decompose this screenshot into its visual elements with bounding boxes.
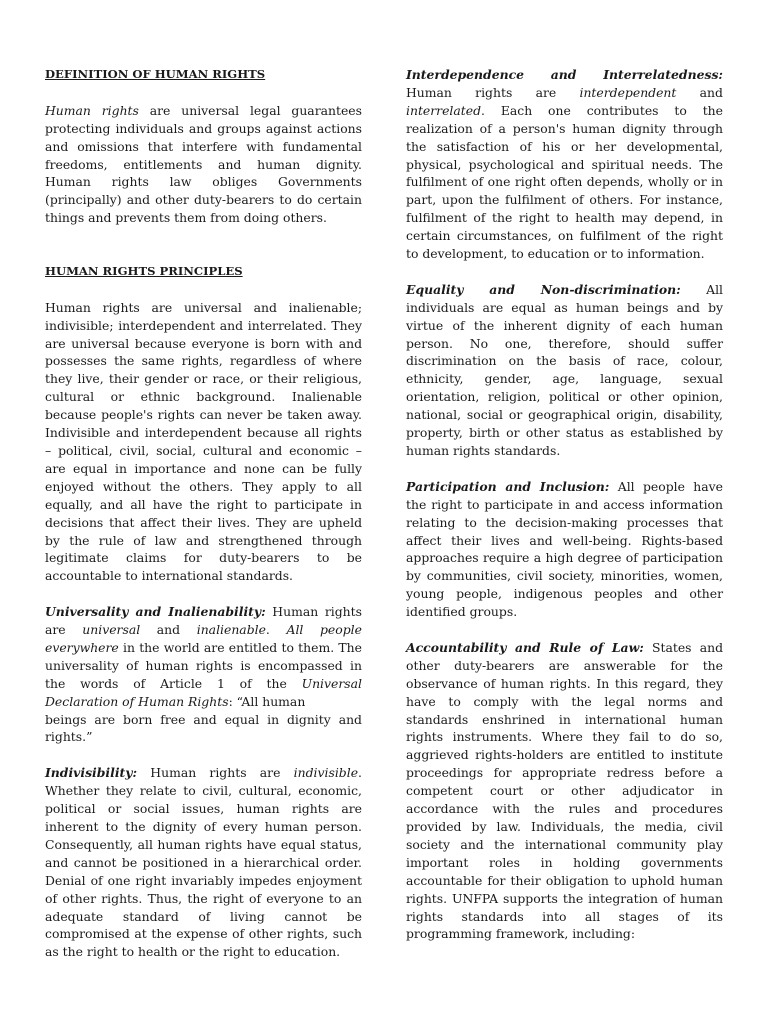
universality-em-3: All people everywhere xyxy=(45,622,362,655)
indivisibility-text-2: . Whether they relate to civil, cultural, economic, political or social issues, human rights are inherent to the dignity of every human person. Consequently, all human rights have equal status, and cannot be positioned in a hierarchical order. Denial of one right invariably impedes enjoyment of other rights. Thus, the right of everyone to an adequate standard of living cannot be compromised at the expense of other rights, such as the right to health or the right to education. xyxy=(45,765,362,960)
universality-text-6: beings are born free and equal in dignity and rights.” xyxy=(45,711,362,745)
definition-body: are universal legal guarantees protecting individuals and groups against actions and omissions that interfere with fundamental freedoms, entitlements and human dignity. Human rights law obliges Governments (principally) and other duty-bearers to do certain things and prevents them from doing others. xyxy=(45,102,362,226)
universality-title: Universality and Inalienability: xyxy=(45,604,266,620)
equality-title: Equality and Non-discrimination: xyxy=(406,281,681,297)
interdependence-paragraph xyxy=(406,66,723,263)
definition-paragraph xyxy=(45,102,362,227)
principles-heading: HUMAN RIGHTS PRINCIPLES xyxy=(45,263,243,278)
universality-text-5: : “All human xyxy=(228,693,306,709)
participation-title: Participation and Inclusion: xyxy=(406,478,610,494)
left-column xyxy=(45,66,362,979)
universality-em-1: universal xyxy=(82,622,141,638)
interdependence-text-1: Human rights are xyxy=(406,84,557,100)
equality-body: All individuals are equal as human beings and by virtue of the inherent dignity of each human person. No one, therefore, should suffer discrimination on the basis of race, colour, ethnicity, gender, age, language, sexual orientation, religion, political or other opinion, national, social or geographical origin, disability, property, birth or other status as established by human rights standards. xyxy=(406,281,723,459)
principles-paragraph: Human rights are universal and inalienable; indivisible; interdependent and interrelated. They are universal because everyone is born with and possesses the same rights, regardless of where they live, their gender or race, or their religious, cultural or ethnic background. Inalienable because people's rights can never be taken away. Indivisible and interdependent because all rights – political, civil, social, cultural and economic – are equal in importance and none can be fully enjoyed without the others. They apply to all equally, and all have the right to participate in decisions that affect their lives. They are upheld by the rule of law and strengthened through legitimate claims for duty-bearers to be accountable to international standards. xyxy=(45,299,362,584)
accountability-title: Accountability and Rule of Law: xyxy=(406,639,644,655)
universality-text-1: Human rights are xyxy=(45,604,362,638)
interdependence-text-2: and xyxy=(699,84,723,100)
definition-term: Human rights xyxy=(45,102,139,118)
participation-paragraph xyxy=(406,478,723,621)
right-column xyxy=(406,66,723,961)
equality-paragraph xyxy=(406,281,723,460)
interdependence-em-2: interrelated xyxy=(406,102,482,118)
indivisibility-em-1: indivisible xyxy=(293,765,359,781)
definition-heading: DEFINITION OF HUMAN RIGHTS xyxy=(45,67,266,81)
universality-em-4: Universal Declaration of Human Rights xyxy=(45,675,362,709)
accountability-paragraph xyxy=(406,639,723,943)
accountability-body: States and other duty-bearers are answerable for the observance of human rights. In this regard, they have to comply with the legal norms and standards enshrined in international human rights instruments. Where they fail to do so, aggrieved rights-holders are entitled to institute proceedings for appropriate redress before a competent court or other adjudicator in accordance with the rules and procedures provided by law. Individuals, the media, civil society and the international community play important roles in holding governments accountable for their obligation to uphold human rights. UNFPA supports the integration of human rights standards into all stages of its programming framework, including: xyxy=(406,639,723,942)
interdependence-text-3: . Each one contributes to the realization of a person's human dignity through the satisfaction of his or her developmental, physical, psychological and spiritual needs. The fulfilment of one right often depends, wholly or in part, upon the fulfilment of others. For instance, fulfilment of the right to health may depend, in certain circumstances, on fulfilment of the right to development, to education or to information. xyxy=(406,102,723,262)
universality-text-4: in the world are entitled to them. The universality of human rights is encompassed in the words of Article 1 of the xyxy=(45,639,362,691)
interdependence-title: Interdependence and Interrelatedness: xyxy=(406,67,723,82)
interdependence-em-1: interdependent xyxy=(579,84,677,100)
indivisibility-title: Indivisibility: xyxy=(45,765,138,781)
universality-text-2: and xyxy=(156,622,181,638)
participation-body: All people have the right to participate in and access information relating to the decision-making processes that affect their lives and well-being. Rights-based approaches require a high degree of participation by communities, civil society, minorities, women, young people, indigenous peoples and other identified groups. xyxy=(406,478,723,620)
indivisibility-paragraph xyxy=(45,764,362,961)
universality-text-3: . xyxy=(265,622,270,638)
indivisibility-text-1: Human rights are xyxy=(150,765,281,781)
universality-paragraph xyxy=(45,603,362,746)
universality-em-2: inalienable xyxy=(196,622,266,638)
